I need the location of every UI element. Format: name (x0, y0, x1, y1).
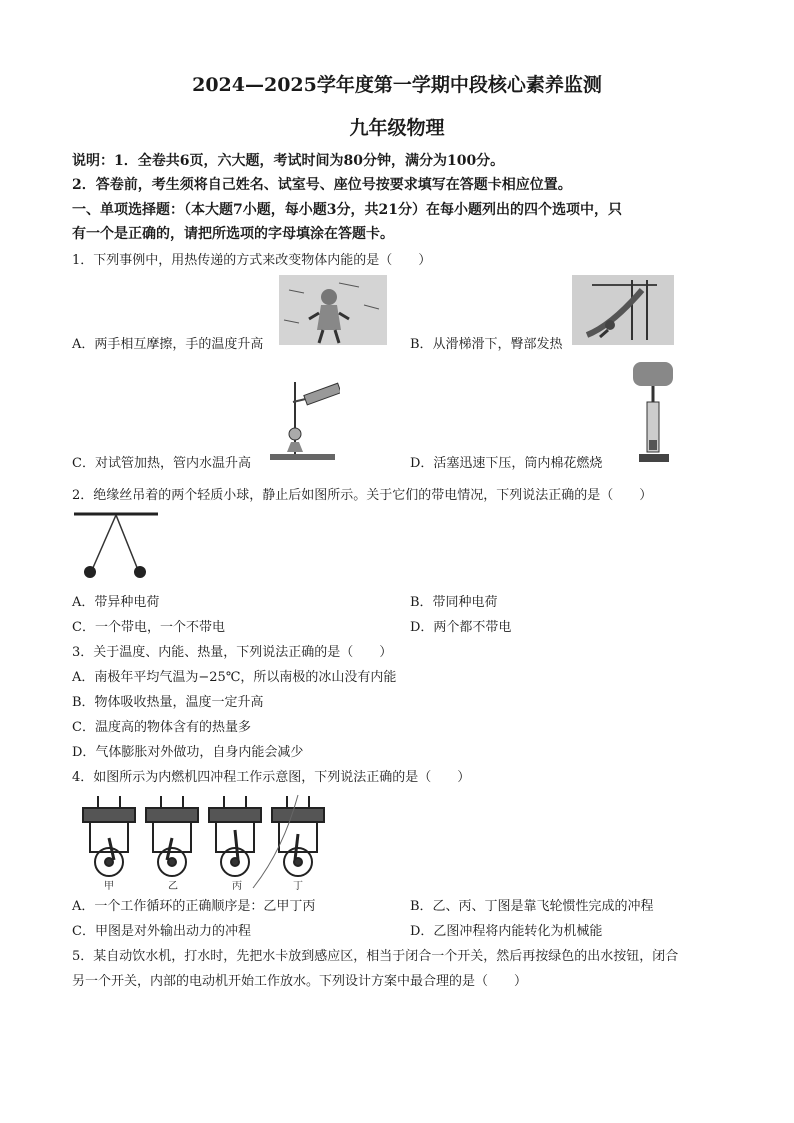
question-3-option-a[interactable]: A．南极年平均气温为−25℃，所以南极的冰山没有内能 (72, 670, 397, 685)
question-2-stem: 2．绝缘丝吊着的两个轻质小球，静止后如图所示。关于它们的带电情况，下列说法正确的是（ ） (72, 488, 653, 503)
section-heading-line-1: 一、单项选择题：（本大题7小题，每小题3分，共21分）在每小题列出的四个选项中，只 (72, 202, 622, 218)
q1-figure-piston (625, 362, 685, 466)
question-1-option-c[interactable]: C．对试管加热，管内水温升高 (72, 456, 251, 471)
exam-title: 2024—2025学年度第一学期中段核心素养监测 (192, 74, 602, 96)
question-3-option-b[interactable]: B．物体吸收热量，温度一定升高 (72, 695, 264, 710)
q1-figure-test-tube (265, 372, 340, 462)
q1-figure-rubbing-hands (279, 275, 387, 345)
question-3-option-d[interactable]: D．气体膨胀对外做功，自身内能会减少 (72, 745, 304, 760)
question-4-option-b[interactable]: B．乙、丙、丁图是靠飞轮惯性完成的冲程 (410, 899, 654, 914)
q2-figure-charged-balls (72, 508, 162, 580)
question-4-option-a[interactable]: A．一个工作循环的正确顺序是：乙甲丁丙 (72, 899, 316, 914)
q4-figure-engine-strokes (78, 790, 333, 890)
question-3-option-c[interactable]: C．温度高的物体含有的热量多 (72, 720, 251, 735)
question-1-stem: 1．下列事例中，用热传递的方式来改变物体内能的是（ ） (72, 253, 432, 268)
question-4-option-c[interactable]: C．甲图是对外输出动力的冲程 (72, 924, 251, 939)
instruction-line-1: 说明：1．全卷共6页，六大题，考试时间为80分钟，满分为100分。 (72, 153, 505, 169)
q4-label-jia: 甲 (104, 881, 114, 892)
instruction-line-2: 2．答卷前，考生须将自己姓名、试室号、座位号按要求填写在答题卡相应位置。 (72, 177, 572, 193)
section-heading-line-2: 有一个是正确的，请把所选项的字母填涂在答题卡。 (72, 226, 394, 242)
question-2-option-d[interactable]: D．两个都不带电 (410, 620, 512, 635)
question-5-stem-line-1: 5．某自动饮水机，打水时，先把水卡放到感应区，相当于闭合一个开关，然后再按绿色的出水按钮，闭合 (72, 949, 679, 964)
question-3-stem: 3．关于温度、内能、热量，下列说法正确的是（ ） (72, 645, 393, 660)
question-2-option-c[interactable]: C．一个带电，一个不带电 (72, 620, 225, 635)
question-2-option-a[interactable]: A．带异种电荷 (72, 595, 160, 610)
question-4-option-d[interactable]: D．乙图冲程将内能转化为机械能 (410, 924, 603, 939)
q4-label-bing: 丙 (232, 881, 242, 892)
question-1-option-d[interactable]: D．活塞迅速下压，筒内棉花燃烧 (410, 456, 603, 471)
question-5-stem-line-2: 另一个开关，内部的电动机开始工作放水。下列设计方案中最合理的是（ ） (72, 974, 528, 989)
q1-figure-slide (572, 275, 674, 345)
question-1-option-b[interactable]: B．从滑梯滑下，臀部发热 (410, 337, 563, 352)
q4-label-yi: 乙 (168, 881, 178, 892)
q4-label-ding: 丁 (293, 881, 303, 892)
question-2-option-b[interactable]: B．带同种电荷 (410, 595, 498, 610)
question-1-option-a[interactable]: A．两手相互摩擦，手的温度升高 (72, 337, 264, 352)
exam-subject: 九年级物理 (349, 117, 445, 139)
question-4-stem: 4．如图所示为内燃机四冲程工作示意图，下列说法正确的是（ ） (72, 770, 471, 785)
